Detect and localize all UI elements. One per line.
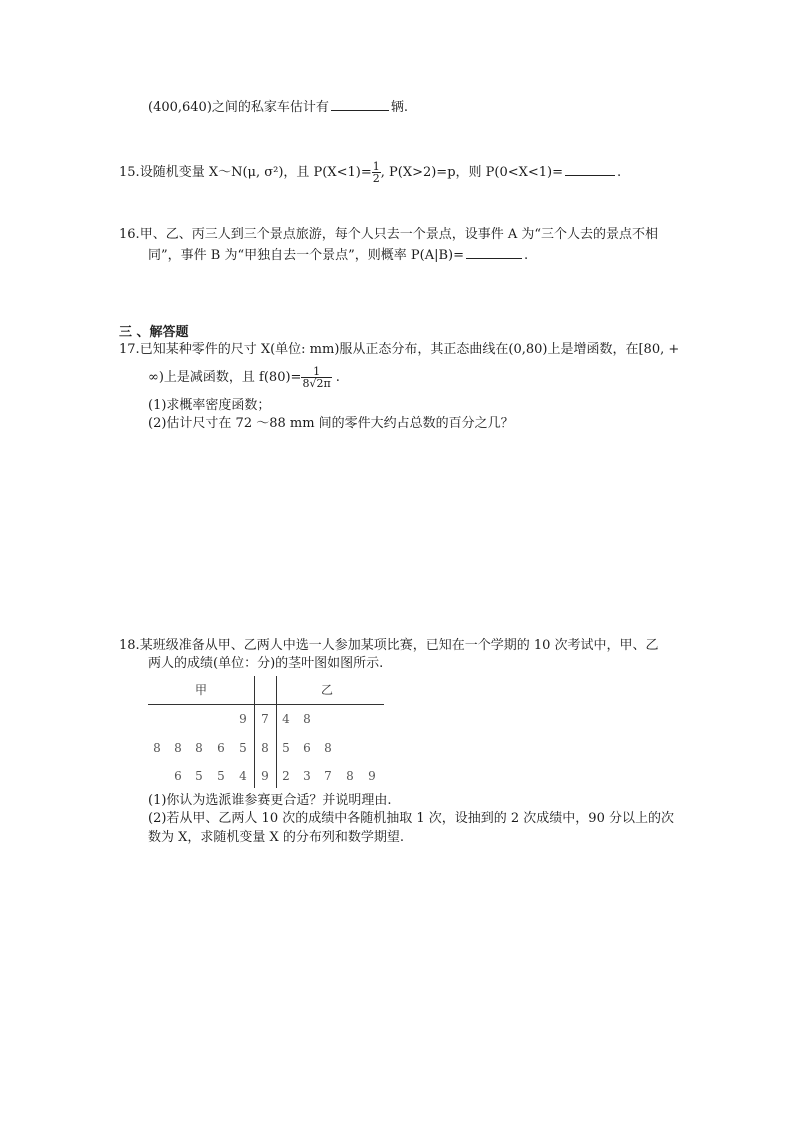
stem-value: 9 [261, 769, 269, 783]
leaf-right: 4 [282, 712, 290, 726]
leaf-right: 5 [282, 741, 290, 755]
header-rule [148, 704, 384, 705]
leaf-left: 8 [195, 741, 203, 755]
leaf-left: 6 [217, 741, 225, 755]
q15-frac-den: 2 [372, 172, 380, 185]
q15-part1: 设随机变量 X～N(μ, σ²)，且 P(X<1)= [139, 165, 372, 180]
q14-answer-blank[interactable] [331, 97, 389, 111]
q17-frac-den: 8√2π [302, 377, 331, 390]
leaf-right: 3 [303, 769, 311, 783]
q17-sub2-text: (2)估计尺寸在 72 ～88 mm 间的零件大约占总数的百分之几？ [148, 416, 514, 431]
question-16-line1 [119, 226, 658, 244]
section-title [119, 324, 189, 342]
q17-frac-num: 1 [301, 366, 331, 378]
q15-answer-blank[interactable] [565, 162, 615, 176]
leaf-right: 8 [346, 769, 354, 783]
leaf-left: 5 [217, 769, 225, 783]
q16-answer-blank[interactable] [466, 245, 522, 259]
leaf-left: 5 [195, 769, 203, 783]
leaf-left: 5 [239, 741, 247, 755]
question-17-line2 [148, 366, 340, 389]
q17-sub2 [148, 415, 514, 433]
q18-line2: 两人的成绩(单位：分)的茎叶图如图所示. [148, 656, 384, 671]
q18-sub1-text: (1)你认为选派谁参赛更合适？并说明理由. [148, 793, 392, 808]
leaf-left: 8 [174, 741, 182, 755]
q18-sub2-line2-text: 数为 X，求随机变量 X 的分布列和数学期望. [148, 830, 405, 845]
q16-suffix: . [524, 248, 529, 263]
q17-line1: 已知某种零件的尺寸 X(单位: mm)服从正态分布，其正态曲线在(0,80)上是增函数，在[80, + [139, 342, 680, 357]
leaf-right: 9 [368, 769, 376, 783]
q14-tail [148, 97, 408, 117]
q18-number: 18. [119, 638, 140, 653]
q16-number: 16. [119, 227, 140, 242]
question-17-line1 [119, 341, 679, 359]
q18-sub2-line1-text: (2)若从甲、乙两人 10 次的成绩中各随机抽取 1 次，设抽到的 2 次成绩中，90 分以上的次 [148, 811, 674, 826]
q18-sub1 [148, 792, 392, 810]
q14-tail-suffix: 辆. [390, 100, 409, 115]
leaf-right: 7 [324, 769, 332, 783]
stem-value: 8 [261, 741, 269, 755]
stem-header-right: 乙 [320, 683, 333, 697]
q17-line2-pre: ∞)上是减函数，且 f(80)= [148, 370, 302, 385]
q17-sub1 [148, 397, 270, 415]
q15-suffix: . [617, 165, 622, 180]
q15-number: 15. [119, 165, 140, 180]
q15-part2: , P(X>2)=p，则 P(0<X<1)= [380, 165, 564, 180]
stem-header-left: 甲 [194, 683, 207, 697]
leaf-right: 8 [303, 712, 311, 726]
stem-rule-right [276, 676, 277, 788]
leaf-left: 4 [239, 769, 247, 783]
q17-sub1-text: (1)求概率密度函数； [148, 398, 271, 413]
stem-leaf-plot [148, 676, 384, 788]
q14-tail-text: (400,640)之间的私家车估计有 [148, 100, 329, 115]
section-3-title: 三 、解答题 [119, 325, 189, 340]
q17-line2-post: . [335, 370, 340, 385]
q18-sub2-line2 [148, 829, 404, 847]
stem-rule-left [254, 676, 255, 788]
leaf-right: 6 [303, 741, 311, 755]
question-16-line2 [148, 245, 528, 265]
leaf-left: 9 [239, 712, 247, 726]
q15-frac-num: 1 [372, 160, 380, 173]
q17-fraction [301, 366, 331, 389]
leaf-left: 8 [153, 741, 161, 755]
question-18-line2 [148, 655, 383, 673]
leaf-right: 2 [282, 769, 290, 783]
q18-line1: 某班级准备从甲、乙两人中选一人参加某项比赛，已知在一个学期的 10 次考试中，甲、乙 [139, 638, 659, 653]
leaf-left: 6 [174, 769, 182, 783]
q16-line2: 同”，事件 B 为“甲独自去一个景点”，则概率 P(A|B)= [148, 248, 464, 263]
q17-number: 17. [119, 342, 140, 357]
q16-line1: 甲、乙、丙三人到三个景点旅游，每个人只去一个景点，设事件 A 为“三个人去的景点不相 [139, 227, 658, 242]
q15-fraction [372, 161, 381, 184]
q18-sub2-line1 [148, 810, 674, 828]
leaf-right: 8 [324, 741, 332, 755]
question-18-line1 [119, 637, 659, 655]
stem-value: 7 [261, 712, 269, 726]
question-15 [119, 161, 621, 184]
